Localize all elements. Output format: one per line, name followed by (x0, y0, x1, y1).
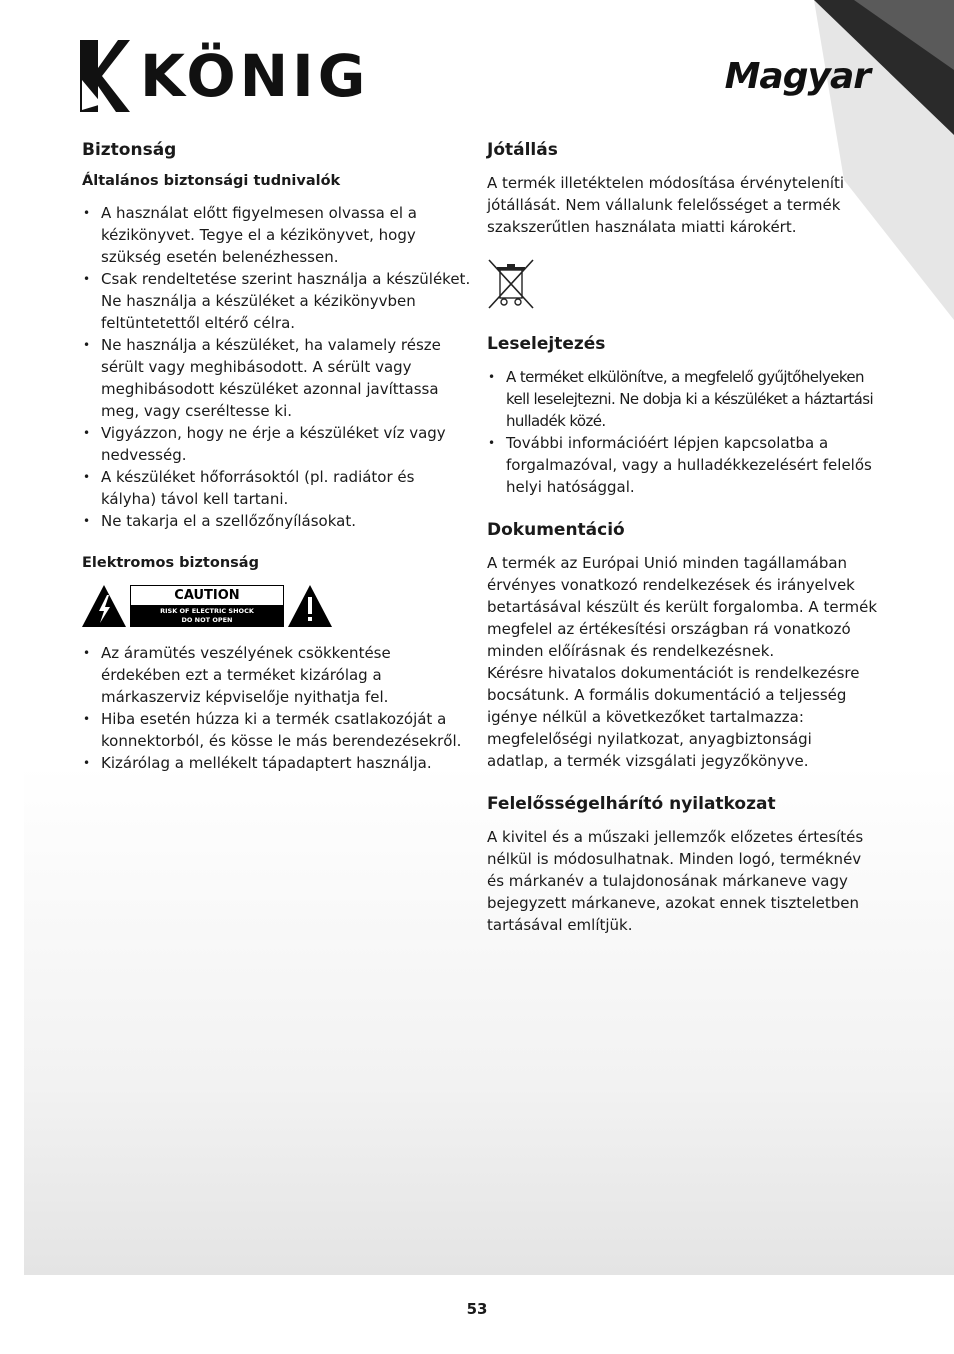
list-item: • Hiba esetén húzza ki a termék csatlakozóját a konnektorból, és kösse le más berendezésekről. (82, 708, 474, 752)
documentation-text-1: A termék az Európai Unió minden tagállamában érvényes vonatkozó rendelkezések és irányelvek betartásával készült és került forgalomba. A termék megfelel az értékesítési országban rá vonatkozó minden előírásnak és rendelkezésnek. (487, 554, 877, 660)
list-item: • A használat előtt figyelmesen olvassa el a kézikönyvet. Tegye el a kézikönyvet, hogy szükség esetén belenézhessen. (82, 202, 474, 268)
konig-mark-icon (80, 40, 130, 112)
list-item: • Csak rendeltetése szerint használja a készüléket. Ne használja a készüléket a kézikönyvben feltüntetettől eltérő célra. (82, 268, 474, 334)
list-item: • A terméket elkülönítve, a megfelelő gyűjtőhelyeken kell leselejtezni. Ne dobja ki a készüléket a háztartási hulladék közé. (487, 366, 877, 432)
left-column (82, 140, 474, 774)
disposal-heading: Leselejtezés (487, 334, 606, 354)
list-item: • Vigyázzon, hogy ne érje a készüléket víz vagy nedvesség. (82, 422, 474, 466)
list-item: • Az áramütés veszélyének csökkentése érdekében ezt a terméket kizárólag a márkaszerviz képviselője nyithatja fel. (82, 642, 474, 708)
caution-title: CAUTION (131, 586, 283, 606)
documentation-text-2: Kérésre hivatalos dokumentációt is rendelkezésre bocsátunk. A formális dokumentáció a teljesség igénye nélkül a következőket tartalmazza: megfelelőségi nyilatkozat, anyagbiztonsági adatlap, a termék vizsgálati jegyzőkönyve. (487, 664, 860, 770)
caution-subtext (131, 606, 283, 626)
list-item: • Ne takarja el a szellőzőnyílásokat. (82, 510, 474, 532)
disposal-list (487, 366, 877, 498)
list-item: • A készüléket hőforrásoktól (pl. radiátor és kályha) távol kell tartani. (82, 466, 474, 510)
warranty-text: A termék illetéktelen módosítása érvényteleníti jótállását. Nem vállalunk felelősséget a termék szakszerűtlen használata miatti károkért. (487, 174, 845, 236)
disclaimer-heading: Felelősségelhárító nyilatkozat (487, 794, 776, 814)
weee-bin-icon (487, 258, 535, 310)
list-item: • További információért lépjen kapcsolatba a forgalmazóval, vagy a hulladékkezelésért felelős helyi hatósággal. (487, 432, 877, 498)
caution-box (130, 585, 284, 627)
konig-logo (80, 40, 370, 114)
general-safety-subheading: Általános biztonsági tudnivalók (82, 173, 341, 189)
electrical-safety-subheading: Elektromos biztonság (82, 555, 259, 571)
page-number: 53 (466, 1300, 488, 1318)
warranty-heading: Jótállás (487, 140, 558, 160)
right-column (487, 140, 877, 936)
documentation-heading: Dokumentáció (487, 520, 625, 540)
caution-line-2: DO NOT OPEN (181, 616, 233, 624)
general-safety-list (82, 202, 474, 532)
electrical-safety-list (82, 642, 474, 774)
brand-name: KÖNIG (140, 42, 370, 110)
list-item: • Kizárólag a mellékelt tápadaptert használja. (82, 752, 474, 774)
high-voltage-warning-icon (82, 585, 126, 627)
language-label: Magyar (724, 56, 870, 97)
caution-line-1: RISK OF ELECTRIC SHOCK (160, 607, 254, 615)
exclamation-warning-icon (288, 585, 332, 627)
list-item: • Ne használja a készüléket, ha valamely része sérült vagy meghibásodott. A sérült vagy meghibásodott készüléket azonnal javíttassa meg, vagy cseréltesse ki. (82, 334, 474, 422)
disclaimer-text: A kivitel és a műszaki jellemzők előzetes értesítés nélkül is módosulhatnak. Minden logó, terméknév és márkanév a tulajdonosának márkaneve vagy bejegyzett márkaneve, azokat ennek tiszteletben tartásával említjük. (487, 828, 864, 934)
safety-heading: Biztonság (82, 140, 177, 160)
caution-label (82, 584, 474, 628)
